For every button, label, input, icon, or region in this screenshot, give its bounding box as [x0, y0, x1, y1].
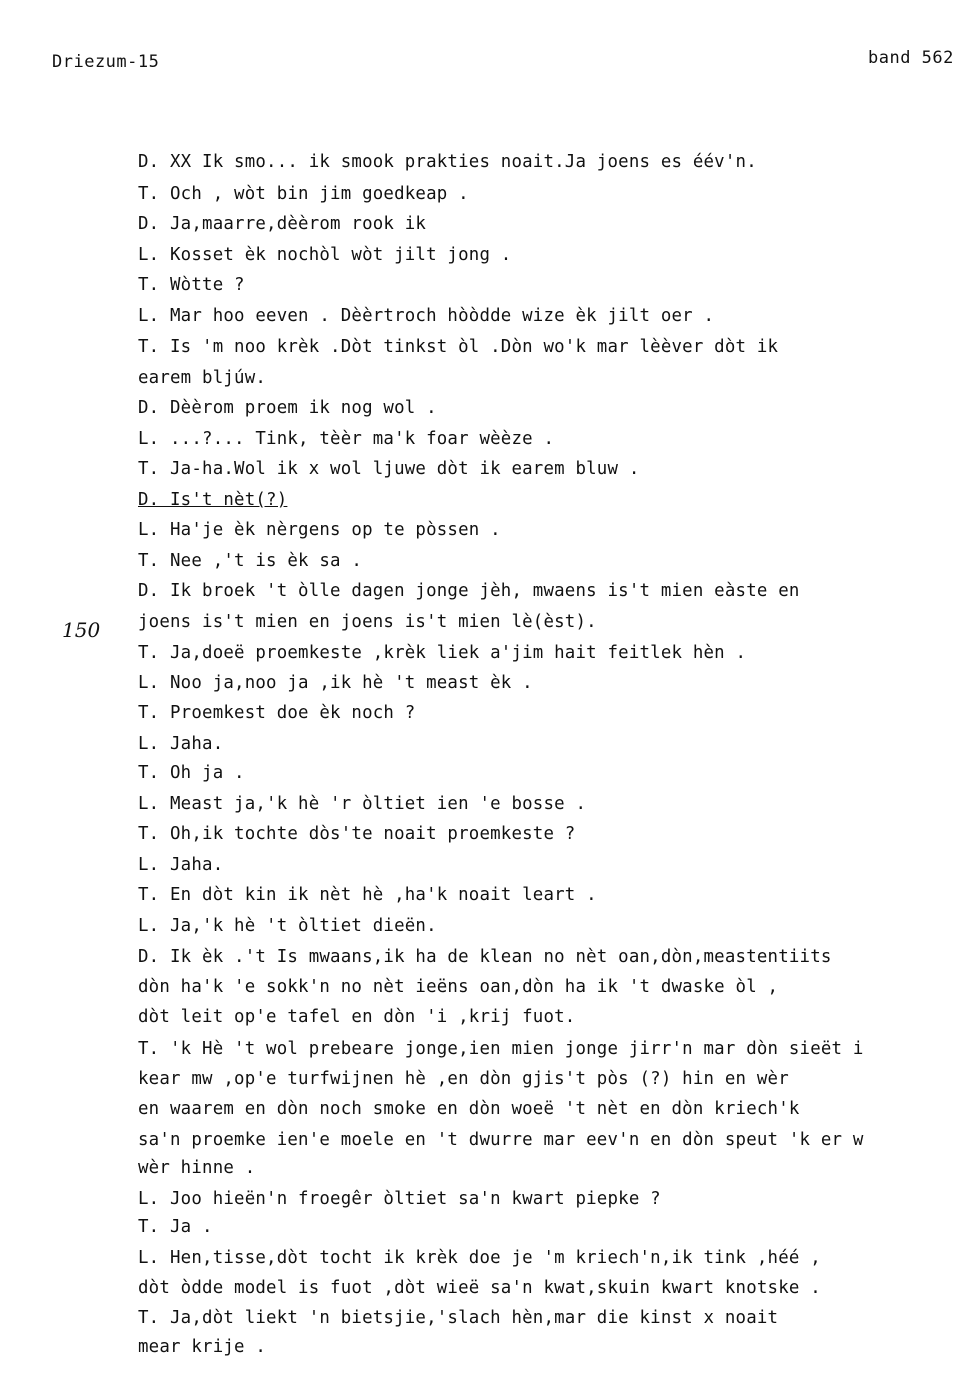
transcript-line: L. Jaha.	[138, 855, 224, 875]
transcript-line: dòn ha'k 'e sokk'n no nèt ieëns oan,dòn ha ik 't dwaske òl ,	[138, 977, 779, 997]
transcript-line: sa'n proemke ien'e moele en 't dwurre mar eev'n en dòn speut 'k er w	[138, 1130, 864, 1150]
transcript-line: dòt òdde model is fuot ,dòt wieë sa'n kwat,skuin kwart knotske .	[138, 1278, 821, 1298]
transcript-line: T. En dòt kin ik nèt hè ,ha'k noait leart .	[138, 885, 597, 905]
transcript-line: L. Meast ja,'k hè 'r òltiet ien 'e bosse .	[138, 794, 587, 814]
transcript-line: wèr hinne .	[138, 1158, 256, 1178]
transcript-line: D. XX Ik smo... ik smook prakties noait.Ja joens es éév'n.	[138, 152, 757, 172]
transcript-line: L. Noo ja,noo ja ,ik hè 't meast èk .	[138, 673, 533, 693]
transcript-line: D. Ik èk .'t Is mwaans,ik ha de klean no nèt oan,dòn,meastentiits	[138, 947, 832, 967]
transcript-line: T. Nee ,'t is èk sa .	[138, 551, 363, 571]
transcript-line: D. Ja,maarre,dèèrom rook ik	[138, 214, 427, 234]
transcript-line: T. 'k Hè 't wol prebeare jonge,ien mien jonge jirr'n mar dòn sieët i	[138, 1039, 864, 1059]
transcript-line: mear krije .	[138, 1337, 267, 1357]
transcript-line: T. Ja,doeë proemkeste ,krèk liek a'jim hait feitlek hèn .	[138, 643, 747, 663]
transcript-line: T. Oh,ik tochte dòs'te noait proemkeste ?	[138, 824, 576, 844]
transcript-line: T. Ja,dòt liekt 'n bietsjie,'slach hèn,mar die kinst x noait	[138, 1308, 779, 1328]
transcript-line: L. Ja,'k hè 't òltiet dieën.	[138, 916, 437, 936]
transcript-line: kear mw ,op'e turfwijnen hè ,en dòn gjis't pòs (?) hin en wèr	[138, 1069, 789, 1089]
transcript-line: D. Dèèrom proem ik nog wol .	[138, 398, 437, 418]
transcript-line: L. Ha'je èk nèrgens op te pòssen .	[138, 520, 501, 540]
transcript-line: en waarem en dòn noch smoke en dòn woeë 't nèt en dòn kriech'k	[138, 1099, 800, 1119]
transcript-line: earem bljúw.	[138, 368, 267, 388]
transcript-line: T. Proemkest doe èk noch ?	[138, 703, 416, 723]
transcript-line: D. Ik broek 't òlle dagen jonge jèh, mwaens is't mien eàste en	[138, 581, 800, 601]
transcript-line-underlined: D. Is't nèt(?)	[138, 490, 288, 510]
transcript-line: L. Joo hieën'n froegêr òltiet sa'n kwart piepke ?	[138, 1189, 661, 1209]
transcript-line: L. ...?... Tink, tèèr ma'k foar wèèze .	[138, 429, 555, 449]
margin-line-number: 150	[62, 618, 101, 642]
transcript-line: L. Kosset èk nochòl wòt jilt jong .	[138, 245, 512, 265]
transcript-line: T. Och , wòt bin jim goedkeap .	[138, 184, 469, 204]
transcript-line: L. Jaha.	[138, 734, 224, 754]
transcript-line: T. Ja-ha.Wol ik x wol ljuwe dòt ik earem bluw .	[138, 459, 640, 479]
transcript-line: T. Is 'm noo krèk .Dòt tinkst òl .Dòn wo'k mar lèèver dòt ik	[138, 337, 779, 357]
transcript-line: T. Oh ja .	[138, 763, 245, 783]
transcript-line: L. Hen,tisse,dòt tocht ik krèk doe je 'm kriech'n,ik tink ,héé ,	[138, 1248, 821, 1268]
transcript-line: T. Wòtte ?	[138, 275, 245, 295]
transcript-line: L. Mar hoo eeven . Dèèrtroch hòòdde wize èk jilt oer .	[138, 306, 715, 326]
header-tape-number: band 562	[868, 48, 954, 68]
transcript-line: T. Ja .	[138, 1217, 213, 1237]
transcript-line: joens is't mien en joens is't mien lè(èst).	[138, 612, 597, 632]
transcript-line: dòt leit op'e tafel en dòn 'i ,krij fuot.	[138, 1007, 576, 1027]
header-location: Driezum-15	[52, 52, 160, 72]
